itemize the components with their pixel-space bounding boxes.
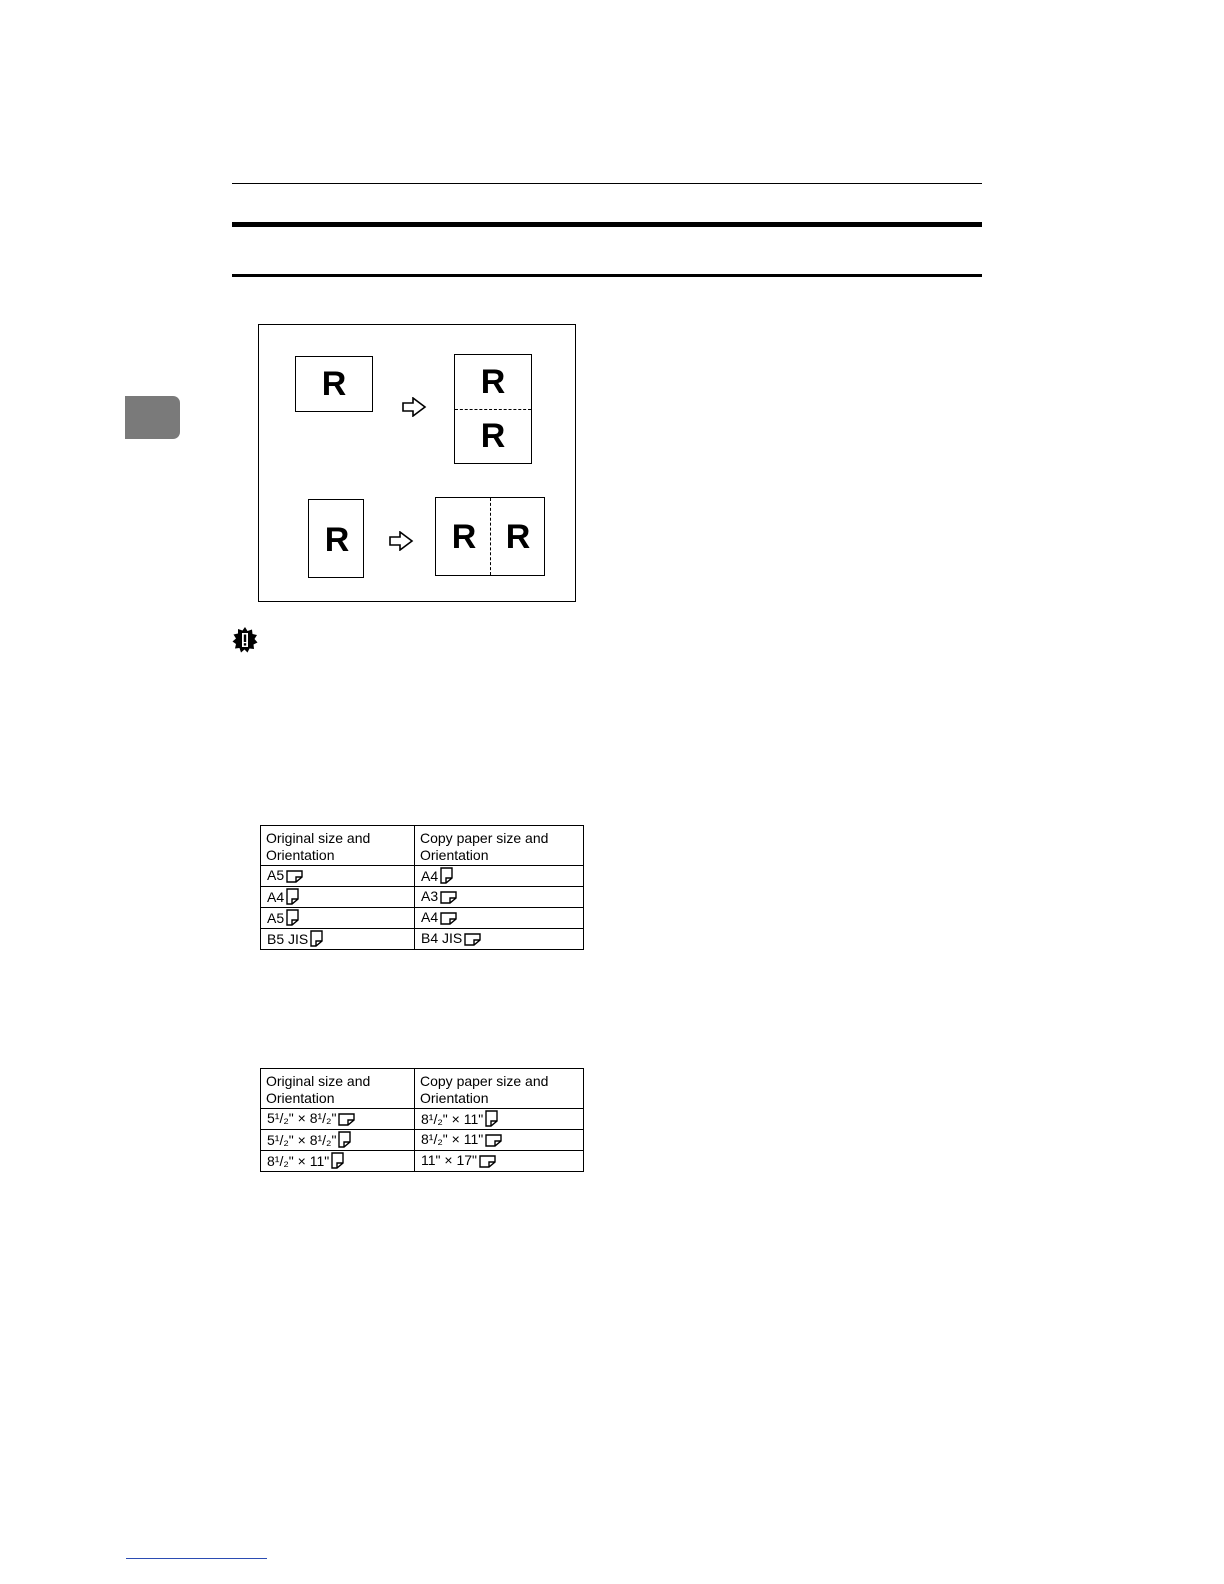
table-row — [261, 866, 584, 887]
table-row — [261, 887, 584, 908]
arrow-right-icon — [388, 531, 414, 551]
original-size-cell — [261, 1151, 415, 1172]
column-header: Copy paper size and Orientation — [415, 826, 584, 866]
copy-size: 8¹/₂" × 11" — [421, 1131, 484, 1147]
original-size: A5 — [267, 867, 285, 883]
landscape-orientation-icon — [440, 912, 457, 925]
portrait-orientation-icon — [440, 867, 453, 884]
result-portrait-pair-sheet — [454, 354, 532, 464]
arrow-right-icon — [401, 397, 427, 417]
portrait-orientation-icon — [310, 930, 323, 947]
header-rule-thin — [232, 183, 982, 184]
copy-size: 8¹/₂" × 11" — [421, 1111, 484, 1127]
series-copy-figure — [258, 324, 576, 602]
column-header: Original size and Orientation — [261, 826, 415, 866]
important-icon — [232, 627, 258, 653]
copy-size-cell — [415, 1109, 584, 1130]
copy-size: A3 — [421, 888, 439, 904]
letter-r: R — [451, 518, 477, 556]
chapter-tab — [125, 396, 180, 439]
original-size: 5¹/₂" × 8¹/₂" — [267, 1132, 337, 1148]
original-size-cell — [261, 1109, 415, 1130]
letter-r: R — [324, 521, 350, 559]
landscape-orientation-icon — [440, 891, 457, 904]
letter-r: R — [480, 417, 506, 455]
metric-size-table — [260, 825, 584, 950]
original-size-cell — [261, 929, 415, 950]
original-size: 8¹/₂" × 11" — [267, 1153, 330, 1169]
copy-size: B4 JIS — [421, 930, 463, 946]
portrait-orientation-icon — [286, 888, 299, 905]
column-header: Original size and Orientation — [261, 1069, 415, 1109]
table-row — [261, 929, 584, 950]
letter-r: R — [321, 365, 347, 403]
table-row — [261, 1130, 584, 1151]
copy-size-cell — [415, 908, 584, 929]
copy-size-cell — [415, 929, 584, 950]
original-size: A5 — [267, 910, 285, 926]
landscape-orientation-icon — [338, 1113, 355, 1126]
original-landscape-sheet — [295, 356, 373, 412]
original-size-cell — [261, 887, 415, 908]
original-size: B5 JIS — [267, 931, 309, 947]
original-portrait-sheet — [308, 499, 364, 578]
portrait-orientation-icon — [331, 1152, 344, 1169]
copy-size-cell — [415, 866, 584, 887]
table-row — [261, 1109, 584, 1130]
landscape-orientation-icon — [485, 1134, 502, 1147]
header-rule-thick — [232, 222, 982, 227]
landscape-orientation-icon — [479, 1155, 496, 1168]
footer-link-underline[interactable] — [126, 1558, 267, 1559]
table-row — [261, 908, 584, 929]
table-header-row — [261, 1069, 584, 1109]
original-size-cell — [261, 908, 415, 929]
copy-size: A4 — [421, 909, 439, 925]
inch-size-table — [260, 1068, 584, 1172]
copy-size: A4 — [421, 868, 439, 884]
landscape-orientation-icon — [464, 933, 481, 946]
letter-r: R — [480, 363, 506, 401]
divider-dashed — [455, 409, 531, 410]
column-header: Copy paper size and Orientation — [415, 1069, 584, 1109]
header-rule-bottom — [232, 274, 982, 277]
copy-size: 11" × 17" — [421, 1152, 477, 1168]
divider-dashed — [490, 498, 491, 575]
original-size: A4 — [267, 889, 285, 905]
table-row — [261, 1151, 584, 1172]
original-size-cell — [261, 1130, 415, 1151]
original-size: 5¹/₂" × 8¹/₂" — [267, 1110, 337, 1126]
table-header-row — [261, 826, 584, 866]
copy-size-cell — [415, 887, 584, 908]
portrait-orientation-icon — [286, 909, 299, 926]
landscape-orientation-icon — [286, 870, 303, 883]
original-size-cell — [261, 866, 415, 887]
copy-size-cell — [415, 1151, 584, 1172]
result-landscape-pair-sheet — [435, 497, 545, 576]
copy-size-cell — [415, 1130, 584, 1151]
portrait-orientation-icon — [485, 1110, 498, 1127]
portrait-orientation-icon — [338, 1131, 351, 1148]
letter-r: R — [505, 518, 531, 556]
